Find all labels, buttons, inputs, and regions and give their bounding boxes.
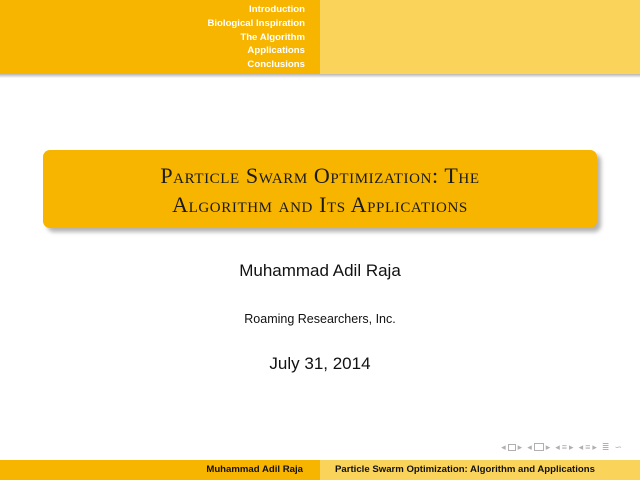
section-navigation <box>0 0 320 74</box>
subsection-nav-group[interactable] <box>555 443 573 452</box>
prev-subsection-icon[interactable]: ◂ <box>555 441 560 452</box>
nav-section-the-algorithm[interactable]: The Algorithm <box>240 31 305 43</box>
prev-slide-icon[interactable]: ◂ <box>501 441 506 452</box>
subsection-icon: ≡ <box>561 441 568 452</box>
presentation-date: July 31, 2014 <box>269 354 371 373</box>
title-block <box>43 150 597 228</box>
navigation-symbols <box>501 438 622 456</box>
institute-name: Roaming Researchers, Inc. <box>244 312 396 326</box>
prev-section-icon[interactable]: ◂ <box>578 441 584 452</box>
footer-short-title: Particle Swarm Optimization: Algorithm and Applications <box>335 464 595 475</box>
search-back-forward-icon[interactable]: ∽ <box>614 441 622 452</box>
slide-nav-group[interactable] <box>501 443 522 452</box>
title-line-1: Particle Swarm Optimization: The <box>160 163 480 188</box>
next-section-icon[interactable]: ▸ <box>592 441 597 452</box>
subsection-navigation <box>320 0 640 74</box>
footline-author-box <box>0 460 320 480</box>
headline-shadow <box>0 74 640 78</box>
section-icon: ≡ <box>585 441 591 452</box>
presentation-title <box>43 161 597 219</box>
headline-bar <box>0 0 640 74</box>
nav-section-introduction[interactable]: Introduction <box>249 4 305 15</box>
footer-author: Muhammad Adil Raja <box>206 464 303 475</box>
nav-section-biological-inspiration[interactable]: Biological Inspiration <box>207 17 305 29</box>
author-name: Muhammad Adil Raja <box>239 261 401 280</box>
appendix-icon[interactable]: ≣ <box>601 441 610 452</box>
footline-title-box <box>320 460 640 480</box>
next-frame-icon[interactable]: ▸ <box>545 441 551 452</box>
title-line-2: Algorithm and Its Applications <box>172 192 468 217</box>
section-nav-group[interactable] <box>579 443 597 452</box>
footline-bar <box>0 460 640 480</box>
nav-section-conclusions[interactable]: Conclusions <box>247 59 305 71</box>
next-subsection-icon[interactable]: ▸ <box>569 441 574 452</box>
next-slide-icon[interactable]: ▸ <box>517 441 523 452</box>
slide-icon <box>508 444 516 451</box>
frame-nav-group[interactable] <box>527 443 550 452</box>
section-list <box>207 3 305 72</box>
nav-section-applications[interactable]: Applications <box>247 45 305 57</box>
prev-frame-icon[interactable]: ◂ <box>527 441 532 452</box>
frame-icon <box>534 443 544 451</box>
